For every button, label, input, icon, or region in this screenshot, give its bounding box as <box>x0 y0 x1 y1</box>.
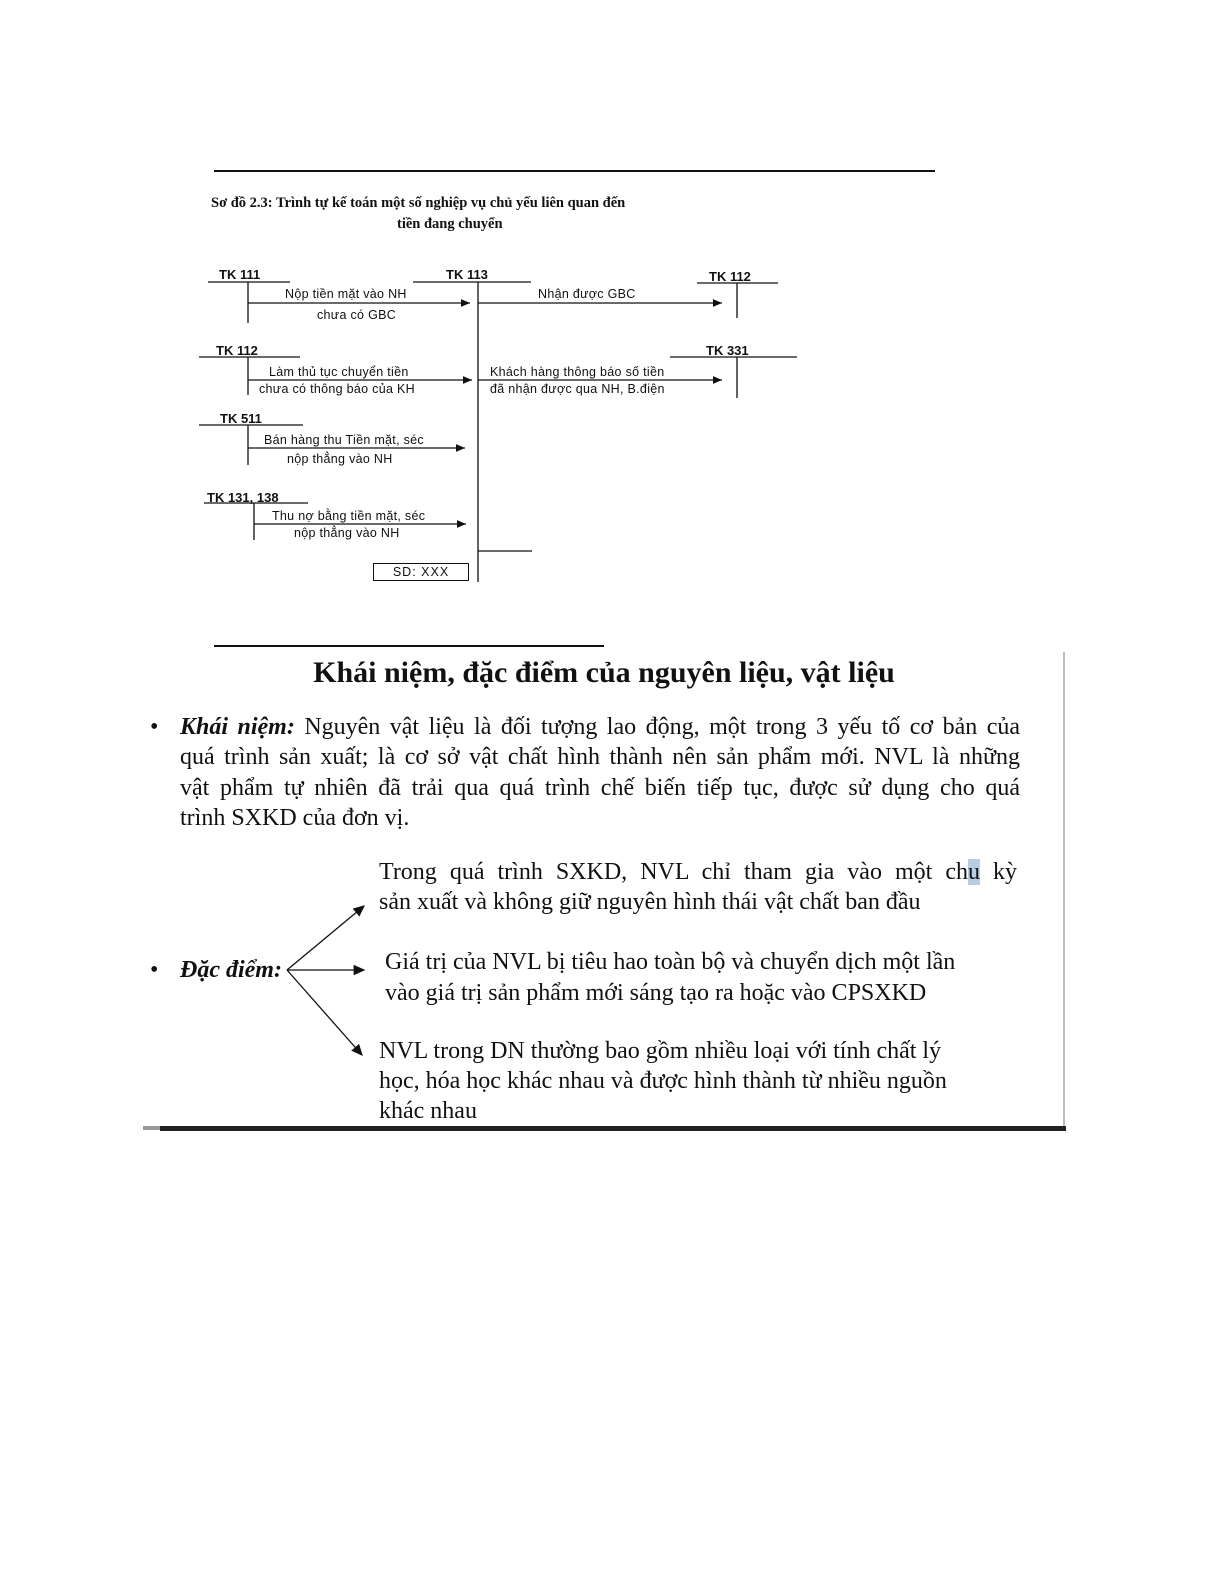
feature-1-text-b: kỳ <box>979 859 1017 885</box>
account-tk112-right: TK 112 <box>709 269 751 284</box>
feature-1-line2: sản xuất và không giữ nguyên hình thái vật chất ban đầu <box>379 889 921 915</box>
concept-line-2: quá trình sản xuất; là cơ sở vật chất hình thành nên sản phẩm mới. NVL là những <box>180 744 1020 771</box>
slide-title: Khái niệm, đặc điểm của nguyên liệu, vật liệu <box>313 656 895 689</box>
entry-5-line1: Bán hàng thu Tiền mặt, séc <box>264 433 424 447</box>
account-tk113: TK 113 <box>446 267 488 282</box>
arrow-feature-1 <box>287 906 364 970</box>
entry-3-line1: Làm thủ tục chuyển tiền <box>269 365 409 379</box>
feature-1-line1 <box>379 857 1017 888</box>
concept-line-4: trình SXKD của đơn vị. <box>180 804 410 831</box>
entry-4-line1: Khách hàng thông báo số tiền <box>490 365 665 379</box>
diagram-title-line2: tiền đang chuyển <box>397 216 503 232</box>
feature-2-line1: Giá trị của NVL bị tiêu hao toàn bộ và chuyển dịch một lần <box>385 949 956 975</box>
entry-4-line2: đã nhận được qua NH, B.điện <box>490 382 665 396</box>
entry-1-line1: Nộp tiền mặt vào NH <box>285 287 407 301</box>
concept-text-1: Nguyên vật liệu là đối tượng lao động, một trong 3 yếu tố cơ bản của <box>304 714 1020 740</box>
feature-3-line1: NVL trong DN thường bao gồm nhiều loại với tính chất lý <box>379 1038 942 1064</box>
bullet-concept: • <box>150 714 159 740</box>
feature-3-line3: khác nhau <box>379 1098 477 1124</box>
account-tk331: TK 331 <box>706 343 749 358</box>
entry-5-line2: nộp thẳng vào NH <box>287 452 393 466</box>
concept-line-3: vật phẩm tự nhiên đã trải qua quá trình chế biến tiếp tục, được sử dụng cho quá <box>180 774 1020 801</box>
diagram-title-line1: Sơ đồ 2.3: Trình tự kế toán một số nghiệp vụ chủ yếu liên quan đến <box>211 195 626 211</box>
entry-3-line2: chưa có thông báo của KH <box>259 382 415 396</box>
feature-3-line2: học, hóa học khác nhau và được hình thành từ nhiều nguồn <box>379 1068 947 1094</box>
entry-1-line2: chưa có GBC <box>317 308 397 322</box>
entry-6-line2: nộp thẳng vào NH <box>294 526 400 540</box>
closing-balance-box: SD: XXX <box>373 563 469 581</box>
feature-1-text-a: Trong quá trình SXKD, NVL chỉ tham gia vào một ch <box>379 859 968 885</box>
entry-6-line1: Thu nợ bằng tiền mặt, séc <box>272 509 426 523</box>
concept-label: Khái niệm: <box>180 714 295 740</box>
features-label: Đặc điểm: <box>180 957 282 983</box>
account-tk112-left: TK 112 <box>216 343 258 358</box>
bullet-features: • <box>150 957 159 983</box>
arrow-feature-3 <box>287 970 362 1055</box>
entry-2-line1: Nhận được GBC <box>538 287 636 301</box>
account-tk511: TK 511 <box>220 411 262 426</box>
feature-2-line2: vào giá trị sản phẩm mới sáng tạo ra hoặc vào CPSXKD <box>385 980 927 1006</box>
account-tk131-138: TK 131, 138 <box>207 490 279 505</box>
feature-1-highlight: u <box>967 859 980 885</box>
account-tk111: TK 111 <box>219 267 261 282</box>
slide-bottom-edge <box>160 1126 1066 1131</box>
